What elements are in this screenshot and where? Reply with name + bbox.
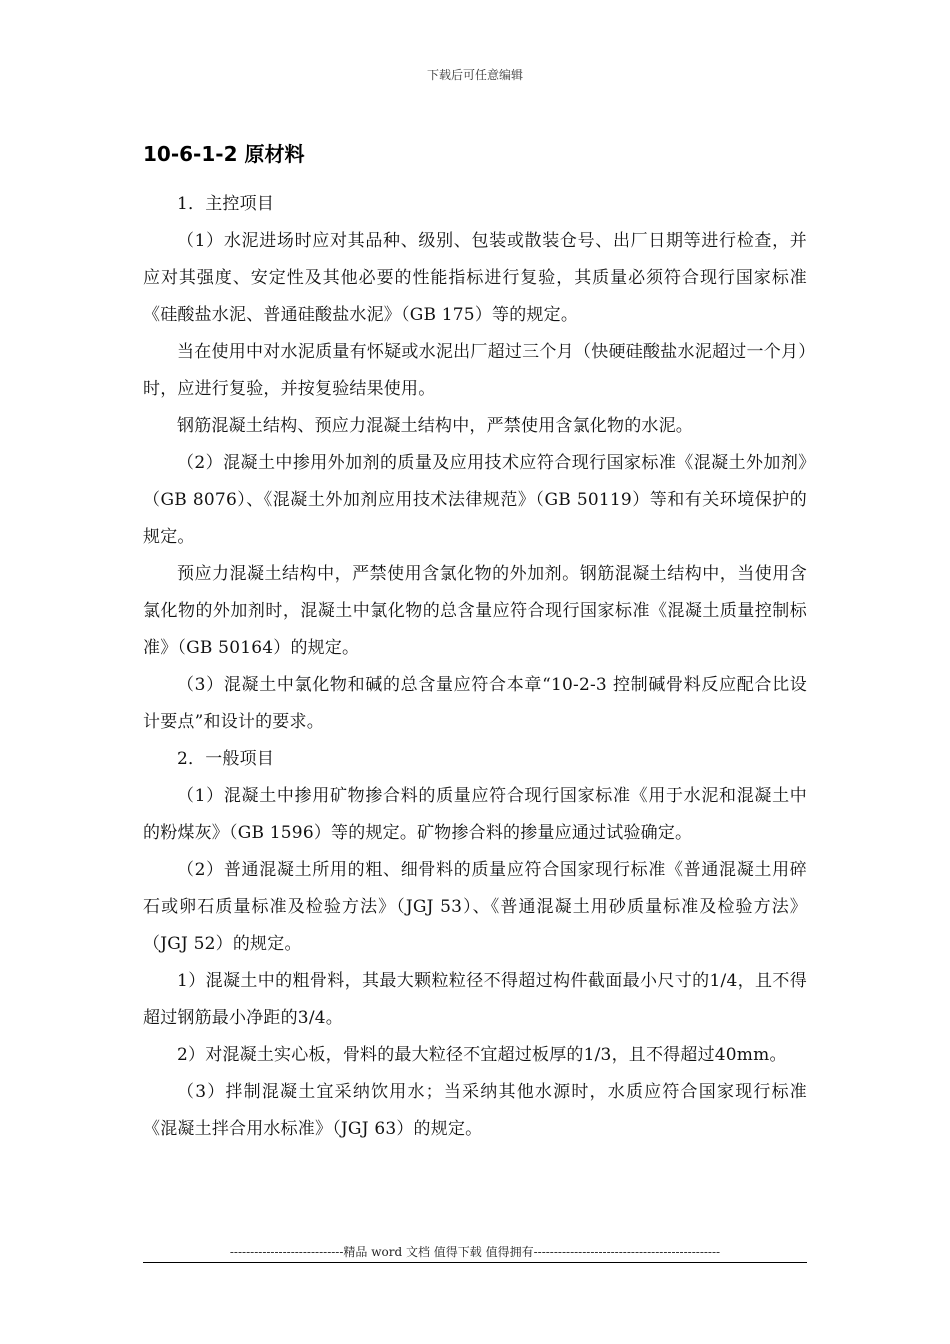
paragraph: （3）拌制混凝土宜采纳饮用水；当采纳其他水源时，水质应符合国家现行标准《混凝土拌合用水标准》（JGJ 63）的规定。 xyxy=(143,1082,807,1139)
paragraph: 钢筋混凝土结构、预应力混凝土结构中，严禁使用含氯化物的水泥。 xyxy=(177,416,693,436)
paragraph: 1．主控项目 xyxy=(177,194,275,214)
paragraph: （1）混凝土中掺用矿物掺合料的质量应符合现行国家标准《用于水泥和混凝土中的粉煤灰》（GB 1596）等的规定。矿物掺合料的掺量应通过试验确定。 xyxy=(143,786,807,843)
paragraph: 当在使用中对水泥质量有怀疑或水泥出厂超过三个月（快硬硅酸盐水泥超过一个月）时，应进行复验，并按复验结果使用。 xyxy=(143,342,807,399)
paragraph: 2）对混凝土实心板，骨料的最大粒径不宜超过板厚的1/3，且不得超过40mm。 xyxy=(177,1045,787,1065)
paragraph: 预应力混凝土结构中，严禁使用含氯化物的外加剂。钢筋混凝土结构中，当使用含氯化物的外加剂时，混凝土中氯化物的总含量应符合现行国家标准《混凝土质量控制标准》（GB 50164）的规定。 xyxy=(143,564,807,658)
footer-divider xyxy=(143,1262,807,1263)
page-footer: ----------------------------精品 word 文档 值得下载 值得拥有---------------------------------------------- xyxy=(229,1245,721,1259)
paragraph: 1）混凝土中的粗骨料，其最大颗粒粒径不得超过构件截面最小尺寸的1/4，且不得超过钢筋最小净距的3/4。 xyxy=(143,971,807,1028)
paragraph: （2）普通混凝土所用的粗、细骨料的质量应符合国家现行标准《普通混凝土用碎石或卵石质量标准及检验方法》（JGJ 53）、《普通混凝土用砂质量标准及检验方法》（JGJ 52）的规定。 xyxy=(143,860,807,954)
paragraph: （3）混凝土中氯化物和碱的总含量应符合本章“10-2-3 控制碱骨料反应配合比设计要点”和设计的要求。 xyxy=(143,675,807,732)
page-header: 下载后可任意编辑 xyxy=(426,68,523,82)
paragraph: （1）水泥进场时应对其品种、级别、包装或散装仓号、出厂日期等进行检查，并应对其强度、安定性及其他必要的性能指标进行复验，其质量必须符合现行国家标准《硅酸盐水泥、普通硅酸盐水泥》（GB 175）等的规定。 xyxy=(143,231,807,325)
paragraph: （2）混凝土中掺用外加剂的质量及应用技术应符合现行国家标准《混凝土外加剂》（GB 8076）、《混凝土外加剂应用技术法律规范》（GB 50119）等和有关环境保护的规定。 xyxy=(143,453,807,547)
paragraph: 2．一般项目 xyxy=(177,749,275,769)
section-title: 10-6-1-2 原材料 xyxy=(143,142,305,166)
document-body xyxy=(143,186,807,1148)
